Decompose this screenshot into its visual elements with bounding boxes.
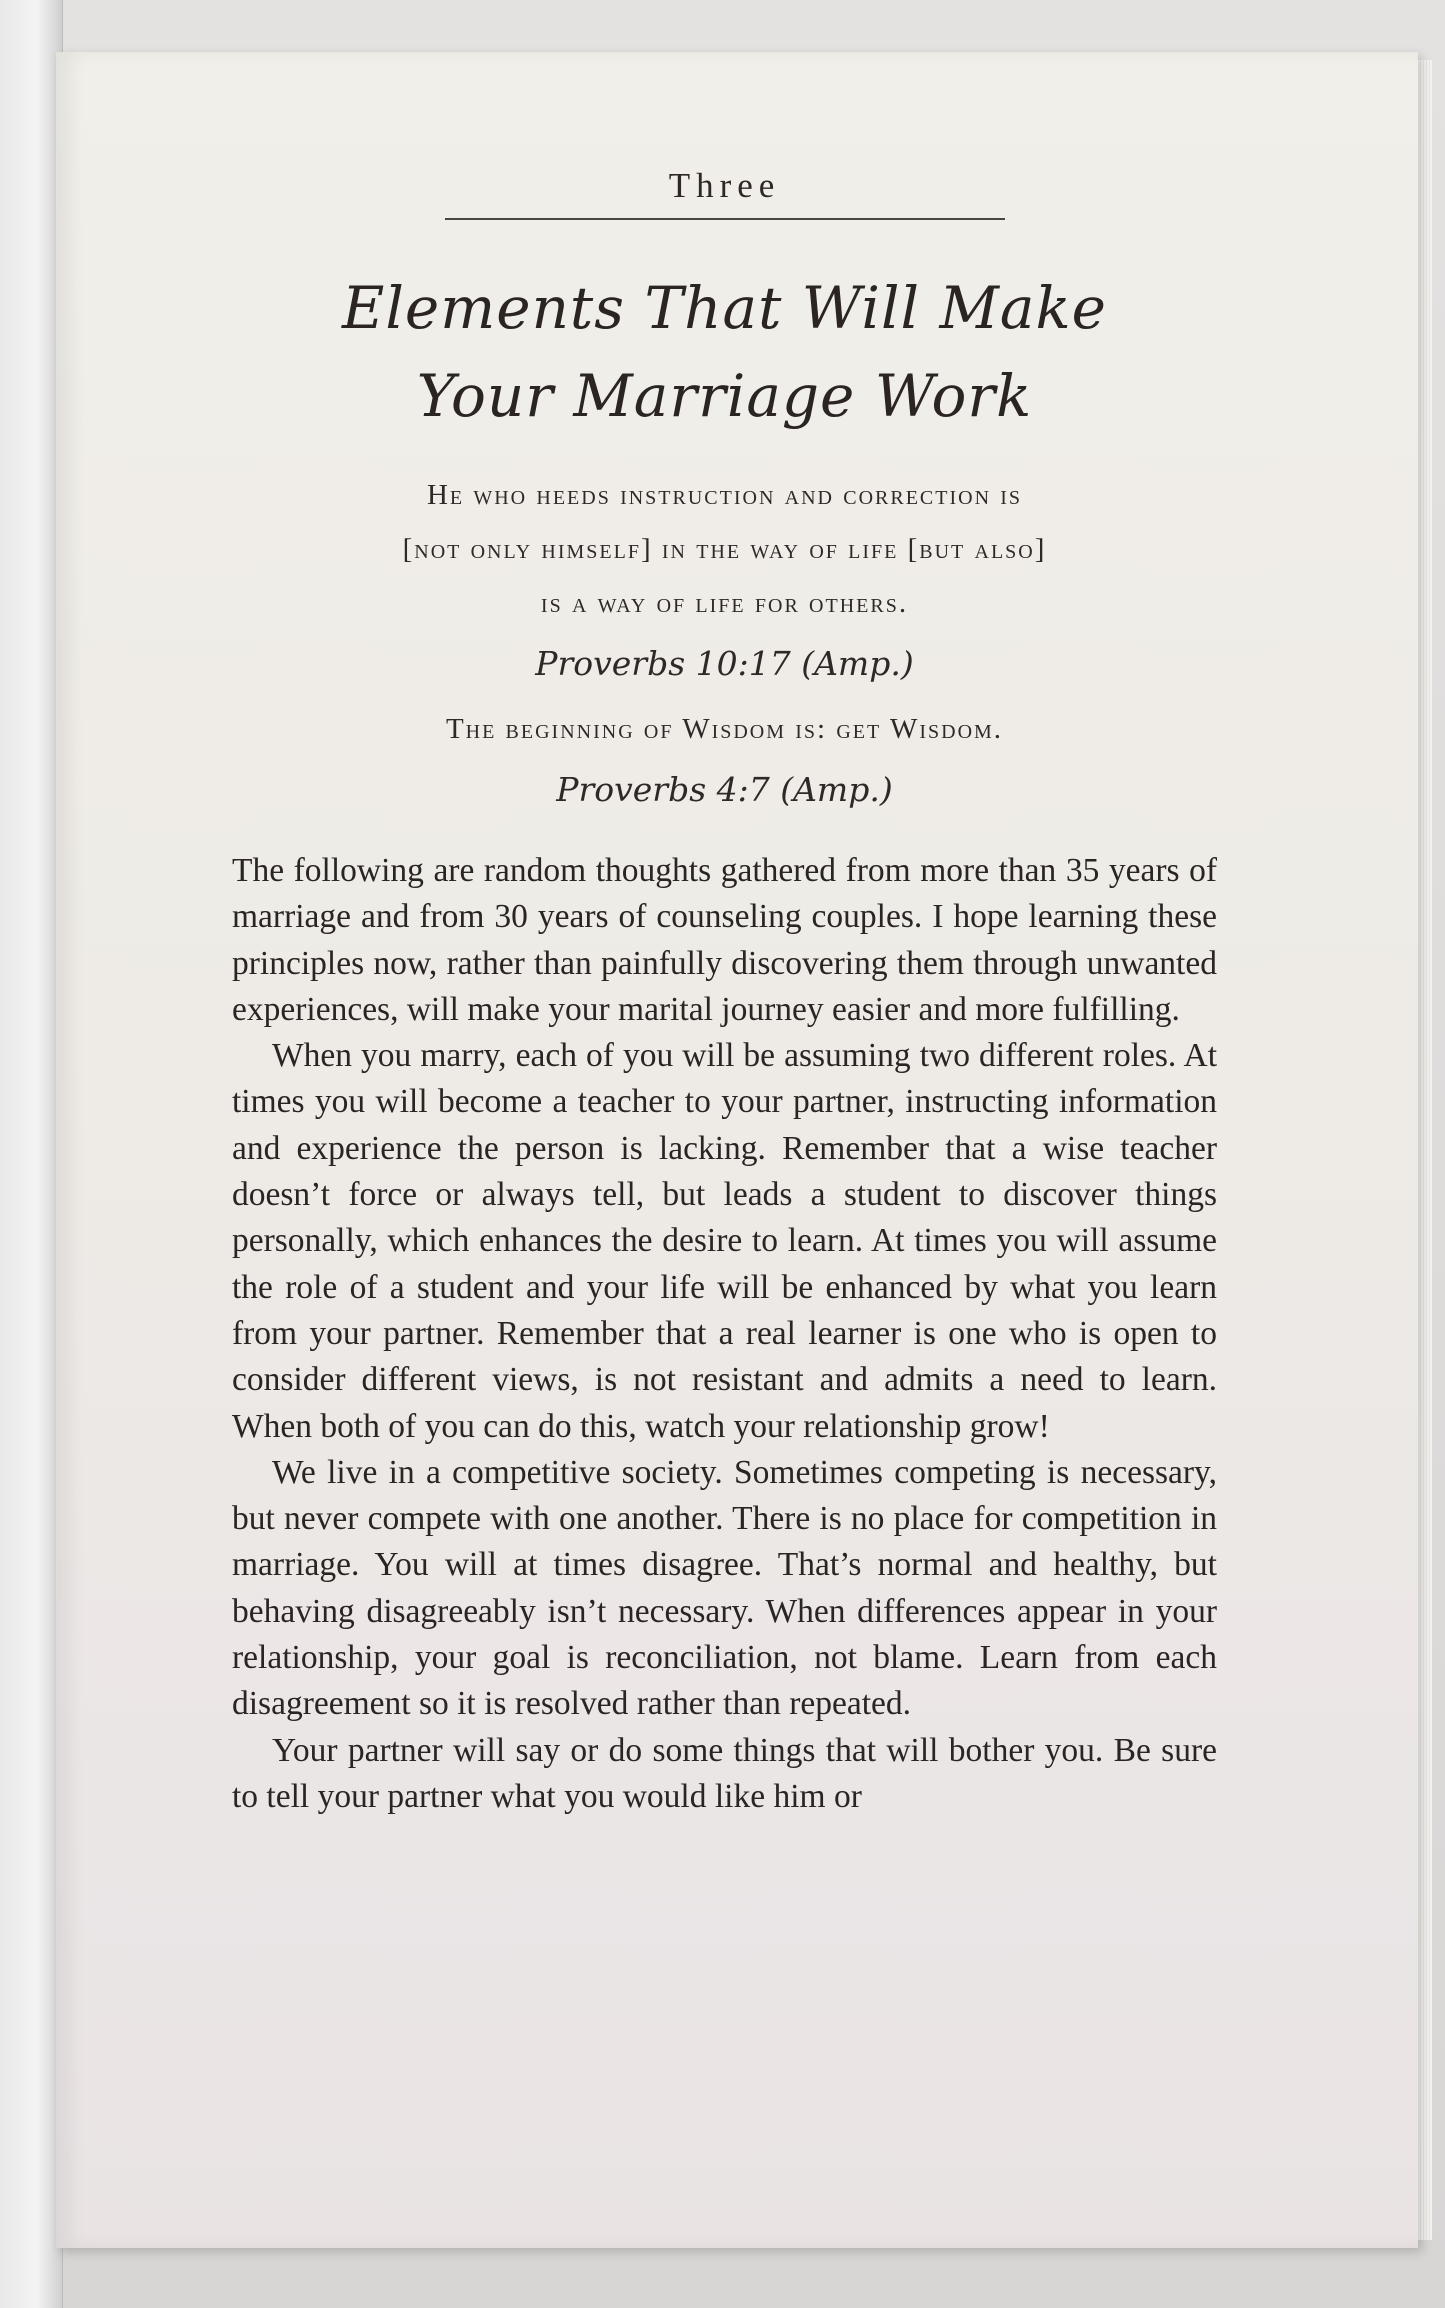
page-stack-edge <box>1418 60 1432 2240</box>
chapter-title <box>232 264 1217 440</box>
epigraph-2-line-1: The beginning of Wisdom is: get Wisdom. <box>445 713 1004 745</box>
chapter-number: Three <box>668 166 781 205</box>
epigraph-1-line-3: is a way of life for others. <box>540 587 909 619</box>
body-text <box>232 848 1217 1820</box>
facing-page-edge <box>0 0 63 2308</box>
paragraph-4: Your partner will say or do some things that will bother you. Be sure to tell your partner what you would like him or <box>232 1731 1217 1815</box>
paragraph-3: We live in a competitive society. Sometimes competing is necessary, but never compete with one another. There is no place for competition in marriage. You will at times disagree. That’s normal and healthy, but behaving disagreeably isn’t necessary. When differences appear in your relationship, your goal is reconciliation, not blame. Learn from each disagreement so it is resolved rather than repeated. <box>232 1453 1217 1723</box>
epigraph-2-source: Proverbs 4:7 (Amp.) <box>556 770 893 809</box>
paragraph-2: When you marry, each of you will be assuming two different roles. At times you will become a teacher to your partner, instructing information and experience the person is lacking. Remember that a wise teacher doesn’t force or always tell, but leads a student to discover things personally, which enhances the desire to learn. At times you will assume the role of a student and your life will be enhanced by what you learn from your partner. Remember that a real learner is one who is open to consider different views, is not resistant and admits a need to learn. When both of you can do this, watch your relationship grow! <box>232 1037 1217 1445</box>
epigraph-1-line-1: He who heeds instruction and correction is <box>426 479 1023 511</box>
page-content <box>232 150 1217 1820</box>
epigraph-1-line-2: [not only himself] in the way of life [but also] <box>402 533 1047 565</box>
epigraph-1-source: Proverbs 10:17 (Amp.) <box>535 644 914 683</box>
paragraph-1: The following are random thoughts gathered from more than 35 years of marriage and from 30 years of counseling couples. I hope learning these principles now, rather than painfully discovering them through unwanted experiences, will make your marital journey easier and more fulfilling. <box>232 852 1217 1028</box>
chapter-title-line-1: Elements That Will Make <box>342 274 1107 342</box>
chapter-rule <box>445 218 1005 220</box>
epigraph-1 <box>232 468 1217 630</box>
chapter-title-line-2: Your Marriage Work <box>416 362 1033 430</box>
epigraph-2 <box>232 702 1217 756</box>
